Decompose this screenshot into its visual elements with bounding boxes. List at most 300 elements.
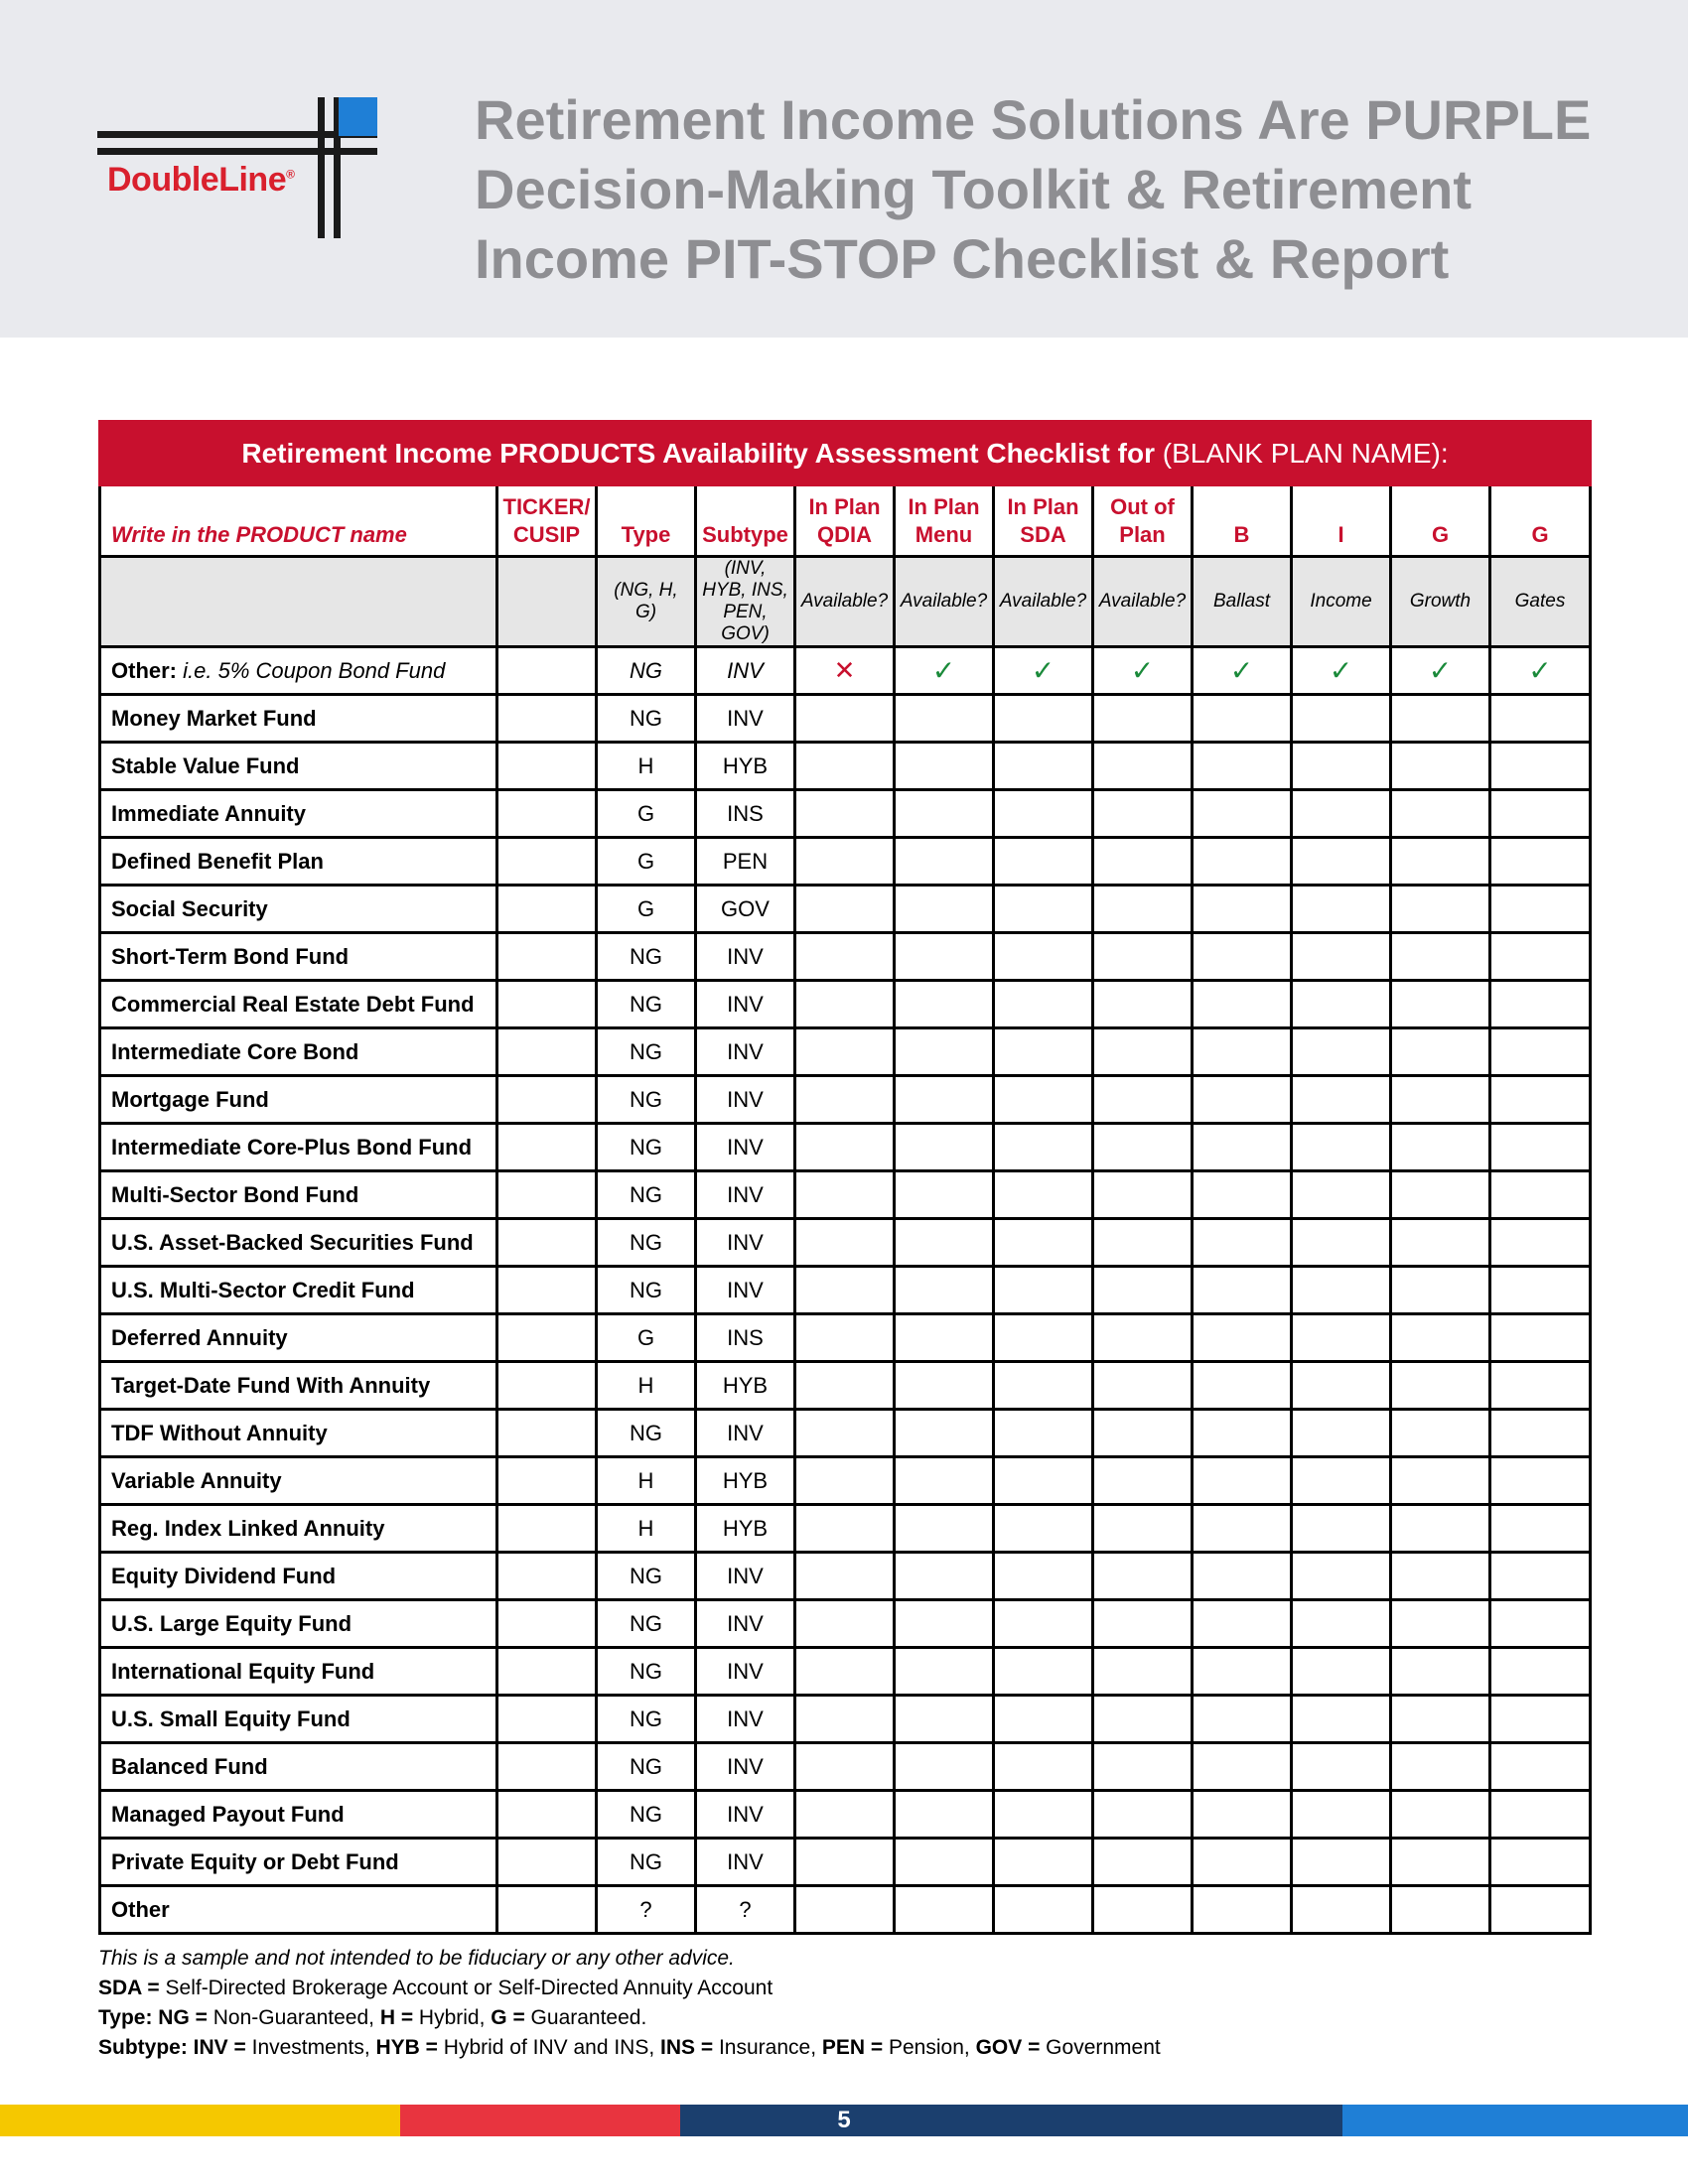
checkbox-cell[interactable] bbox=[994, 1124, 1093, 1171]
checkbox-cell[interactable] bbox=[895, 981, 994, 1028]
subtype-cell: INV bbox=[696, 1648, 795, 1696]
ticker-cell[interactable] bbox=[497, 1648, 597, 1696]
checkbox-cell[interactable] bbox=[895, 695, 994, 743]
checkbox-cell[interactable] bbox=[1490, 695, 1591, 743]
ticker-cell[interactable] bbox=[497, 1219, 597, 1267]
table-row bbox=[100, 1124, 1591, 1171]
checkbox-cell[interactable] bbox=[895, 1314, 994, 1362]
ticker-cell[interactable] bbox=[497, 1457, 597, 1505]
check-mark-icon[interactable]: ✓ bbox=[1292, 647, 1391, 695]
type-definition: Type: NG = Non-Guaranteed, H = Hybrid, G = Guaranteed. bbox=[98, 2006, 647, 2029]
checkbox-cell[interactable] bbox=[1193, 1648, 1292, 1696]
checkbox-cell[interactable] bbox=[895, 1076, 994, 1124]
checkbox-cell[interactable] bbox=[795, 1076, 895, 1124]
table-row bbox=[100, 1457, 1591, 1505]
product-name: U.S. Large Equity Fund bbox=[100, 1600, 497, 1648]
checkbox-cell[interactable] bbox=[1391, 1505, 1490, 1553]
checkbox-cell[interactable] bbox=[1391, 1410, 1490, 1457]
product-name: Multi-Sector Bond Fund bbox=[100, 1171, 497, 1219]
checkbox-cell[interactable] bbox=[795, 981, 895, 1028]
checkbox-cell[interactable] bbox=[1391, 1124, 1490, 1171]
checkbox-cell[interactable] bbox=[1292, 1839, 1391, 1886]
checkbox-cell[interactable] bbox=[1490, 1076, 1591, 1124]
checkbox-cell[interactable] bbox=[994, 838, 1093, 886]
checkbox-cell[interactable] bbox=[1093, 1743, 1193, 1791]
checkbox-cell[interactable] bbox=[1093, 1505, 1193, 1553]
checkbox-cell[interactable] bbox=[1490, 933, 1591, 981]
ticker-cell[interactable] bbox=[497, 1791, 597, 1839]
table-row bbox=[100, 743, 1591, 790]
disclaimer: This is a sample and not intended to be fiduciary or any other advice. bbox=[98, 1947, 735, 1970]
checkbox-cell[interactable] bbox=[1292, 1886, 1391, 1934]
ticker-cell[interactable] bbox=[497, 886, 597, 933]
checkbox-cell[interactable] bbox=[1391, 981, 1490, 1028]
ticker-cell[interactable] bbox=[497, 933, 597, 981]
checkbox-cell[interactable] bbox=[895, 1171, 994, 1219]
checkbox-cell[interactable] bbox=[1490, 1791, 1591, 1839]
checkbox-cell[interactable] bbox=[1193, 933, 1292, 981]
subtype-cell: INV bbox=[696, 981, 795, 1028]
product-name: U.S. Asset-Backed Securities Fund bbox=[100, 1219, 497, 1267]
checkbox-cell[interactable] bbox=[1391, 1076, 1490, 1124]
checkbox-cell[interactable] bbox=[994, 743, 1093, 790]
checkbox-cell[interactable] bbox=[895, 1362, 994, 1410]
checkbox-cell[interactable] bbox=[994, 695, 1093, 743]
checkbox-cell[interactable] bbox=[1193, 743, 1292, 790]
checkbox-cell[interactable] bbox=[1391, 886, 1490, 933]
checkbox-cell[interactable] bbox=[1391, 1267, 1490, 1314]
checkbox-cell[interactable] bbox=[1490, 886, 1591, 933]
subtype-cell: INV bbox=[696, 1267, 795, 1314]
checkbox-cell[interactable] bbox=[994, 1362, 1093, 1410]
ticker-cell[interactable] bbox=[497, 1600, 597, 1648]
subtype-cell: INV bbox=[696, 1600, 795, 1648]
checkbox-cell[interactable] bbox=[1391, 790, 1490, 838]
ticker-cell[interactable] bbox=[497, 1553, 597, 1600]
checkbox-cell[interactable] bbox=[895, 1028, 994, 1076]
ticker-cell[interactable] bbox=[497, 1076, 597, 1124]
checkbox-cell[interactable] bbox=[994, 1791, 1093, 1839]
checkbox-cell[interactable] bbox=[994, 790, 1093, 838]
checkbox-cell[interactable] bbox=[1490, 1743, 1591, 1791]
table-row bbox=[100, 1028, 1591, 1076]
checkbox-cell[interactable] bbox=[1391, 838, 1490, 886]
ticker-cell[interactable] bbox=[497, 647, 597, 695]
product-name: U.S. Multi-Sector Credit Fund bbox=[100, 1267, 497, 1314]
checkbox-cell[interactable] bbox=[895, 1839, 994, 1886]
checkbox-cell[interactable] bbox=[1292, 695, 1391, 743]
table-row bbox=[100, 981, 1591, 1028]
ticker-cell[interactable] bbox=[497, 790, 597, 838]
checkbox-cell[interactable] bbox=[795, 1648, 895, 1696]
checkbox-cell[interactable] bbox=[1093, 1791, 1193, 1839]
ticker-cell[interactable] bbox=[497, 1171, 597, 1219]
checkbox-cell[interactable] bbox=[1093, 1171, 1193, 1219]
checkbox-cell[interactable] bbox=[1093, 838, 1193, 886]
page-number: 5 bbox=[837, 2107, 851, 2133]
checkbox-cell[interactable] bbox=[1490, 1553, 1591, 1600]
checkbox-cell[interactable] bbox=[795, 1886, 895, 1934]
checkbox-cell[interactable] bbox=[1093, 1696, 1193, 1743]
checkbox-cell[interactable] bbox=[994, 1457, 1093, 1505]
product-name: Variable Annuity bbox=[100, 1457, 497, 1505]
checkbox-cell[interactable] bbox=[1292, 1743, 1391, 1791]
ticker-cell[interactable] bbox=[497, 1505, 597, 1553]
checkbox-cell[interactable] bbox=[1490, 1219, 1591, 1267]
checkbox-cell[interactable] bbox=[1093, 1076, 1193, 1124]
checkbox-cell[interactable] bbox=[1490, 1648, 1591, 1696]
ticker-cell[interactable] bbox=[497, 981, 597, 1028]
table-row bbox=[100, 1267, 1591, 1314]
checkbox-cell[interactable] bbox=[1093, 1362, 1193, 1410]
checkbox-cell[interactable] bbox=[994, 933, 1093, 981]
checkbox-cell[interactable] bbox=[1193, 1743, 1292, 1791]
checkbox-cell[interactable] bbox=[1292, 1076, 1391, 1124]
subtype-cell: INS bbox=[696, 790, 795, 838]
type-cell: NG bbox=[597, 1791, 696, 1839]
column-subheader-6: Available? bbox=[994, 557, 1093, 647]
checkbox-cell[interactable] bbox=[1193, 695, 1292, 743]
checkbox-cell[interactable] bbox=[1193, 1457, 1292, 1505]
checkbox-cell[interactable] bbox=[1490, 1410, 1591, 1457]
checkbox-cell[interactable] bbox=[795, 838, 895, 886]
checkbox-cell[interactable] bbox=[1193, 1696, 1292, 1743]
checkbox-cell[interactable] bbox=[1490, 838, 1591, 886]
checkbox-cell[interactable] bbox=[895, 1791, 994, 1839]
checkbox-cell[interactable] bbox=[1490, 790, 1591, 838]
checkbox-cell[interactable] bbox=[795, 1028, 895, 1076]
ticker-cell[interactable] bbox=[497, 1314, 597, 1362]
checkbox-cell[interactable] bbox=[1292, 1171, 1391, 1219]
checkbox-cell[interactable] bbox=[795, 1124, 895, 1171]
checkbox-cell[interactable] bbox=[1093, 1028, 1193, 1076]
checkbox-cell[interactable] bbox=[1490, 1839, 1591, 1886]
checkbox-cell[interactable] bbox=[895, 886, 994, 933]
column-subheader-3: (INV, HYB, INS, PEN, GOV) bbox=[696, 557, 795, 647]
checkbox-cell[interactable] bbox=[895, 790, 994, 838]
checkbox-cell[interactable] bbox=[994, 1314, 1093, 1362]
checkbox-cell[interactable] bbox=[895, 1696, 994, 1743]
checkbox-cell[interactable] bbox=[1193, 1553, 1292, 1600]
checkbox-cell[interactable] bbox=[1391, 1648, 1490, 1696]
ticker-cell[interactable] bbox=[497, 1839, 597, 1886]
x-mark-icon[interactable]: ✕ bbox=[795, 647, 895, 695]
ticker-cell[interactable] bbox=[497, 695, 597, 743]
checkbox-cell[interactable] bbox=[994, 1886, 1093, 1934]
checkbox-cell[interactable] bbox=[1093, 886, 1193, 933]
checkbox-cell[interactable] bbox=[994, 1076, 1093, 1124]
checkbox-cell[interactable] bbox=[1490, 1028, 1591, 1076]
subtype-cell: INV bbox=[696, 1076, 795, 1124]
checkbox-cell[interactable] bbox=[994, 1171, 1093, 1219]
check-mark-icon[interactable]: ✓ bbox=[994, 647, 1093, 695]
checkbox-cell[interactable] bbox=[1292, 1124, 1391, 1171]
checkbox-cell[interactable] bbox=[1093, 1457, 1193, 1505]
checkbox-cell[interactable] bbox=[1292, 1457, 1391, 1505]
checkbox-cell[interactable] bbox=[1490, 1362, 1591, 1410]
column-subheader-11: Gates bbox=[1490, 557, 1591, 647]
column-subheader-7: Available? bbox=[1093, 557, 1193, 647]
checkbox-cell[interactable] bbox=[1093, 1219, 1193, 1267]
product-name: Intermediate Core-Plus Bond Fund bbox=[100, 1124, 497, 1171]
checkbox-cell[interactable] bbox=[795, 1457, 895, 1505]
checkbox-cell[interactable] bbox=[1292, 1791, 1391, 1839]
checkbox-cell[interactable] bbox=[1292, 1410, 1391, 1457]
checkbox-cell[interactable] bbox=[1193, 790, 1292, 838]
checkbox-cell[interactable] bbox=[994, 1648, 1093, 1696]
checkbox-cell[interactable] bbox=[994, 886, 1093, 933]
checkbox-cell[interactable] bbox=[1193, 1410, 1292, 1457]
subtype-cell: PEN bbox=[696, 838, 795, 886]
checkbox-cell[interactable] bbox=[1391, 743, 1490, 790]
checkbox-cell[interactable] bbox=[795, 1553, 895, 1600]
checkbox-cell[interactable] bbox=[1193, 1124, 1292, 1171]
title-line-2: Decision-Making Toolkit & Retirement bbox=[475, 158, 1472, 220]
checkbox-cell[interactable] bbox=[795, 1743, 895, 1791]
checkbox-cell[interactable] bbox=[1193, 1219, 1292, 1267]
ticker-cell[interactable] bbox=[497, 1410, 597, 1457]
checkbox-cell[interactable] bbox=[1193, 1314, 1292, 1362]
product-name: International Equity Fund bbox=[100, 1648, 497, 1696]
check-mark-icon[interactable]: ✓ bbox=[895, 647, 994, 695]
checkbox-cell[interactable] bbox=[895, 1410, 994, 1457]
type-cell: NG bbox=[597, 1696, 696, 1743]
checkbox-cell[interactable] bbox=[1490, 1886, 1591, 1934]
checkbox-cell[interactable] bbox=[994, 1505, 1093, 1553]
ticker-cell[interactable] bbox=[497, 1362, 597, 1410]
table-title: Retirement Income PRODUCTS Availability Assessment Checklist for (BLANK PLAN NAME): bbox=[100, 422, 1591, 485]
checkbox-cell[interactable] bbox=[1391, 1457, 1490, 1505]
checkbox-cell[interactable] bbox=[1093, 1410, 1193, 1457]
example-row bbox=[100, 647, 1591, 695]
checkbox-cell[interactable] bbox=[1292, 1600, 1391, 1648]
type-cell: NG bbox=[597, 1648, 696, 1696]
checkbox-cell[interactable] bbox=[1193, 1839, 1292, 1886]
subtype-cell: INV bbox=[696, 1124, 795, 1171]
type-cell: NG bbox=[597, 1410, 696, 1457]
checkbox-cell[interactable] bbox=[795, 1600, 895, 1648]
table-row bbox=[100, 1886, 1591, 1934]
checkbox-cell[interactable] bbox=[1292, 838, 1391, 886]
checkbox-cell[interactable] bbox=[1093, 1314, 1193, 1362]
checkbox-cell[interactable] bbox=[895, 838, 994, 886]
checkbox-cell[interactable] bbox=[795, 695, 895, 743]
checkbox-cell[interactable] bbox=[1193, 1028, 1292, 1076]
checkbox-cell[interactable] bbox=[994, 1743, 1093, 1791]
checkbox-cell[interactable] bbox=[795, 1171, 895, 1219]
checkbox-cell[interactable] bbox=[1093, 695, 1193, 743]
checkbox-cell[interactable] bbox=[1193, 1267, 1292, 1314]
checkbox-cell[interactable] bbox=[994, 1410, 1093, 1457]
check-mark-icon[interactable]: ✓ bbox=[1093, 647, 1193, 695]
ticker-cell[interactable] bbox=[497, 1743, 597, 1791]
subtype-cell: INS bbox=[696, 1314, 795, 1362]
checkbox-cell[interactable] bbox=[1292, 1267, 1391, 1314]
type-cell: NG bbox=[597, 1839, 696, 1886]
checkbox-cell[interactable] bbox=[1193, 838, 1292, 886]
checkbox-cell[interactable] bbox=[1490, 1696, 1591, 1743]
checkbox-cell[interactable] bbox=[1093, 1839, 1193, 1886]
checkbox-cell[interactable] bbox=[994, 1600, 1093, 1648]
subtype-cell: INV bbox=[696, 1219, 795, 1267]
ticker-cell[interactable] bbox=[497, 1028, 597, 1076]
checkbox-cell[interactable] bbox=[1093, 1553, 1193, 1600]
checkbox-cell[interactable] bbox=[1391, 1171, 1490, 1219]
checkbox-cell[interactable] bbox=[1391, 1028, 1490, 1076]
checkbox-cell[interactable] bbox=[1292, 981, 1391, 1028]
checkbox-cell[interactable] bbox=[1292, 1505, 1391, 1553]
checkbox-cell[interactable] bbox=[1193, 1171, 1292, 1219]
checkbox-cell[interactable] bbox=[1193, 981, 1292, 1028]
checkbox-cell[interactable] bbox=[1391, 1219, 1490, 1267]
checkbox-cell[interactable] bbox=[895, 1219, 994, 1267]
checkbox-cell[interactable] bbox=[994, 1267, 1093, 1314]
checkbox-cell[interactable] bbox=[1193, 1076, 1292, 1124]
checkbox-cell[interactable] bbox=[1093, 1648, 1193, 1696]
type-cell: NG bbox=[597, 1553, 696, 1600]
checkbox-cell[interactable] bbox=[1093, 743, 1193, 790]
checkbox-cell[interactable] bbox=[1490, 1457, 1591, 1505]
checkbox-cell[interactable] bbox=[895, 1124, 994, 1171]
checkbox-cell[interactable] bbox=[1292, 1314, 1391, 1362]
checkbox-cell[interactable] bbox=[1093, 1267, 1193, 1314]
checkbox-cell[interactable] bbox=[795, 886, 895, 933]
checkbox-cell[interactable] bbox=[1292, 886, 1391, 933]
checkbox-cell[interactable] bbox=[895, 1743, 994, 1791]
ticker-cell[interactable] bbox=[497, 743, 597, 790]
checkbox-cell[interactable] bbox=[994, 1219, 1093, 1267]
checkbox-cell[interactable] bbox=[1093, 981, 1193, 1028]
checkbox-cell[interactable] bbox=[795, 1219, 895, 1267]
product-name: Short-Term Bond Fund bbox=[100, 933, 497, 981]
checkbox-cell[interactable] bbox=[895, 743, 994, 790]
type-cell: NG bbox=[597, 1028, 696, 1076]
check-mark-icon[interactable]: ✓ bbox=[1391, 647, 1490, 695]
checkbox-cell[interactable] bbox=[1490, 1314, 1591, 1362]
checkbox-cell[interactable] bbox=[994, 1696, 1093, 1743]
checkbox-cell[interactable] bbox=[1391, 695, 1490, 743]
checkbox-cell[interactable] bbox=[1490, 1267, 1591, 1314]
checkbox-cell[interactable] bbox=[795, 1791, 895, 1839]
checkbox-cell[interactable] bbox=[1292, 743, 1391, 790]
checkbox-cell[interactable] bbox=[994, 1028, 1093, 1076]
checkbox-cell[interactable] bbox=[1292, 933, 1391, 981]
checkbox-cell[interactable] bbox=[1292, 1219, 1391, 1267]
checkbox-cell[interactable] bbox=[1490, 1171, 1591, 1219]
checkbox-cell[interactable] bbox=[1093, 933, 1193, 981]
checkbox-cell[interactable] bbox=[1391, 1791, 1490, 1839]
subtype-cell: INV bbox=[696, 1743, 795, 1791]
checkbox-cell[interactable] bbox=[1391, 1314, 1490, 1362]
product-name[interactable]: Other: i.e. 5% Coupon Bond Fund bbox=[100, 647, 497, 695]
checkbox-cell[interactable] bbox=[795, 1410, 895, 1457]
checkbox-cell[interactable] bbox=[1490, 743, 1591, 790]
checkbox-cell[interactable] bbox=[1292, 1553, 1391, 1600]
checkbox-cell[interactable] bbox=[1292, 790, 1391, 838]
checkbox-cell[interactable] bbox=[1391, 1886, 1490, 1934]
checkbox-cell[interactable] bbox=[1193, 1600, 1292, 1648]
checkbox-cell[interactable] bbox=[895, 1505, 994, 1553]
checkbox-cell[interactable] bbox=[895, 1553, 994, 1600]
checkbox-cell[interactable] bbox=[1391, 1553, 1490, 1600]
checkbox-cell[interactable] bbox=[1093, 1886, 1193, 1934]
checkbox-cell[interactable] bbox=[1391, 1743, 1490, 1791]
ticker-cell[interactable] bbox=[497, 1124, 597, 1171]
checkbox-cell[interactable] bbox=[795, 1505, 895, 1553]
checkbox-cell[interactable] bbox=[1391, 1362, 1490, 1410]
checkbox-cell[interactable] bbox=[1391, 1839, 1490, 1886]
column-subheader-5: Available? bbox=[895, 557, 994, 647]
table-row bbox=[100, 838, 1591, 886]
checkbox-cell[interactable] bbox=[795, 743, 895, 790]
checkbox-cell[interactable] bbox=[1292, 1696, 1391, 1743]
checkbox-cell[interactable] bbox=[1193, 1505, 1292, 1553]
table-row bbox=[100, 1171, 1591, 1219]
checkbox-cell[interactable] bbox=[1093, 1124, 1193, 1171]
checkbox-cell[interactable] bbox=[795, 1314, 895, 1362]
subtype-cell: INV bbox=[696, 647, 795, 695]
checkbox-cell[interactable] bbox=[1193, 886, 1292, 933]
type-cell: NG bbox=[597, 1267, 696, 1314]
checkbox-cell[interactable] bbox=[1391, 933, 1490, 981]
checkbox-cell[interactable] bbox=[1292, 1362, 1391, 1410]
ticker-cell[interactable] bbox=[497, 1267, 597, 1314]
checkbox-cell[interactable] bbox=[1490, 1124, 1591, 1171]
checkbox-cell[interactable] bbox=[1093, 790, 1193, 838]
checkbox-cell[interactable] bbox=[895, 933, 994, 981]
checkbox-cell[interactable] bbox=[1490, 1505, 1591, 1553]
table-row bbox=[100, 1410, 1591, 1457]
checkbox-cell[interactable] bbox=[795, 1696, 895, 1743]
checkbox-cell[interactable] bbox=[1193, 1886, 1292, 1934]
subtype-cell: INV bbox=[696, 1791, 795, 1839]
checkbox-cell[interactable] bbox=[795, 933, 895, 981]
check-mark-icon[interactable]: ✓ bbox=[1193, 647, 1292, 695]
checkbox-cell[interactable] bbox=[1490, 1600, 1591, 1648]
type-cell: G bbox=[597, 838, 696, 886]
checkbox-cell[interactable] bbox=[1093, 1600, 1193, 1648]
table-row bbox=[100, 1839, 1591, 1886]
checkbox-cell[interactable] bbox=[895, 1457, 994, 1505]
checkbox-cell[interactable] bbox=[895, 1648, 994, 1696]
table-row bbox=[100, 1743, 1591, 1791]
ticker-cell[interactable] bbox=[497, 1886, 597, 1934]
checkbox-cell[interactable] bbox=[1292, 1028, 1391, 1076]
checkbox-cell[interactable] bbox=[994, 1553, 1093, 1600]
checkbox-cell[interactable] bbox=[1292, 1648, 1391, 1696]
checkbox-cell[interactable] bbox=[795, 1362, 895, 1410]
checkbox-cell[interactable] bbox=[895, 1600, 994, 1648]
checkbox-cell[interactable] bbox=[895, 1886, 994, 1934]
column-header-row bbox=[100, 485, 1591, 557]
checkbox-cell[interactable] bbox=[994, 981, 1093, 1028]
checkbox-cell[interactable] bbox=[795, 1267, 895, 1314]
checkbox-cell[interactable] bbox=[895, 1267, 994, 1314]
checkbox-cell[interactable] bbox=[1391, 1696, 1490, 1743]
ticker-cell[interactable] bbox=[497, 838, 597, 886]
checkbox-cell[interactable] bbox=[795, 1839, 895, 1886]
checkbox-cell[interactable] bbox=[1193, 1791, 1292, 1839]
checkbox-cell[interactable] bbox=[1490, 981, 1591, 1028]
checkbox-cell[interactable] bbox=[1193, 1362, 1292, 1410]
checkbox-cell[interactable] bbox=[994, 1839, 1093, 1886]
check-mark-icon[interactable]: ✓ bbox=[1490, 647, 1591, 695]
checkbox-cell[interactable] bbox=[1391, 1600, 1490, 1648]
ticker-cell[interactable] bbox=[497, 1696, 597, 1743]
checkbox-cell[interactable] bbox=[795, 790, 895, 838]
type-cell: G bbox=[597, 886, 696, 933]
type-cell: NG bbox=[597, 1219, 696, 1267]
